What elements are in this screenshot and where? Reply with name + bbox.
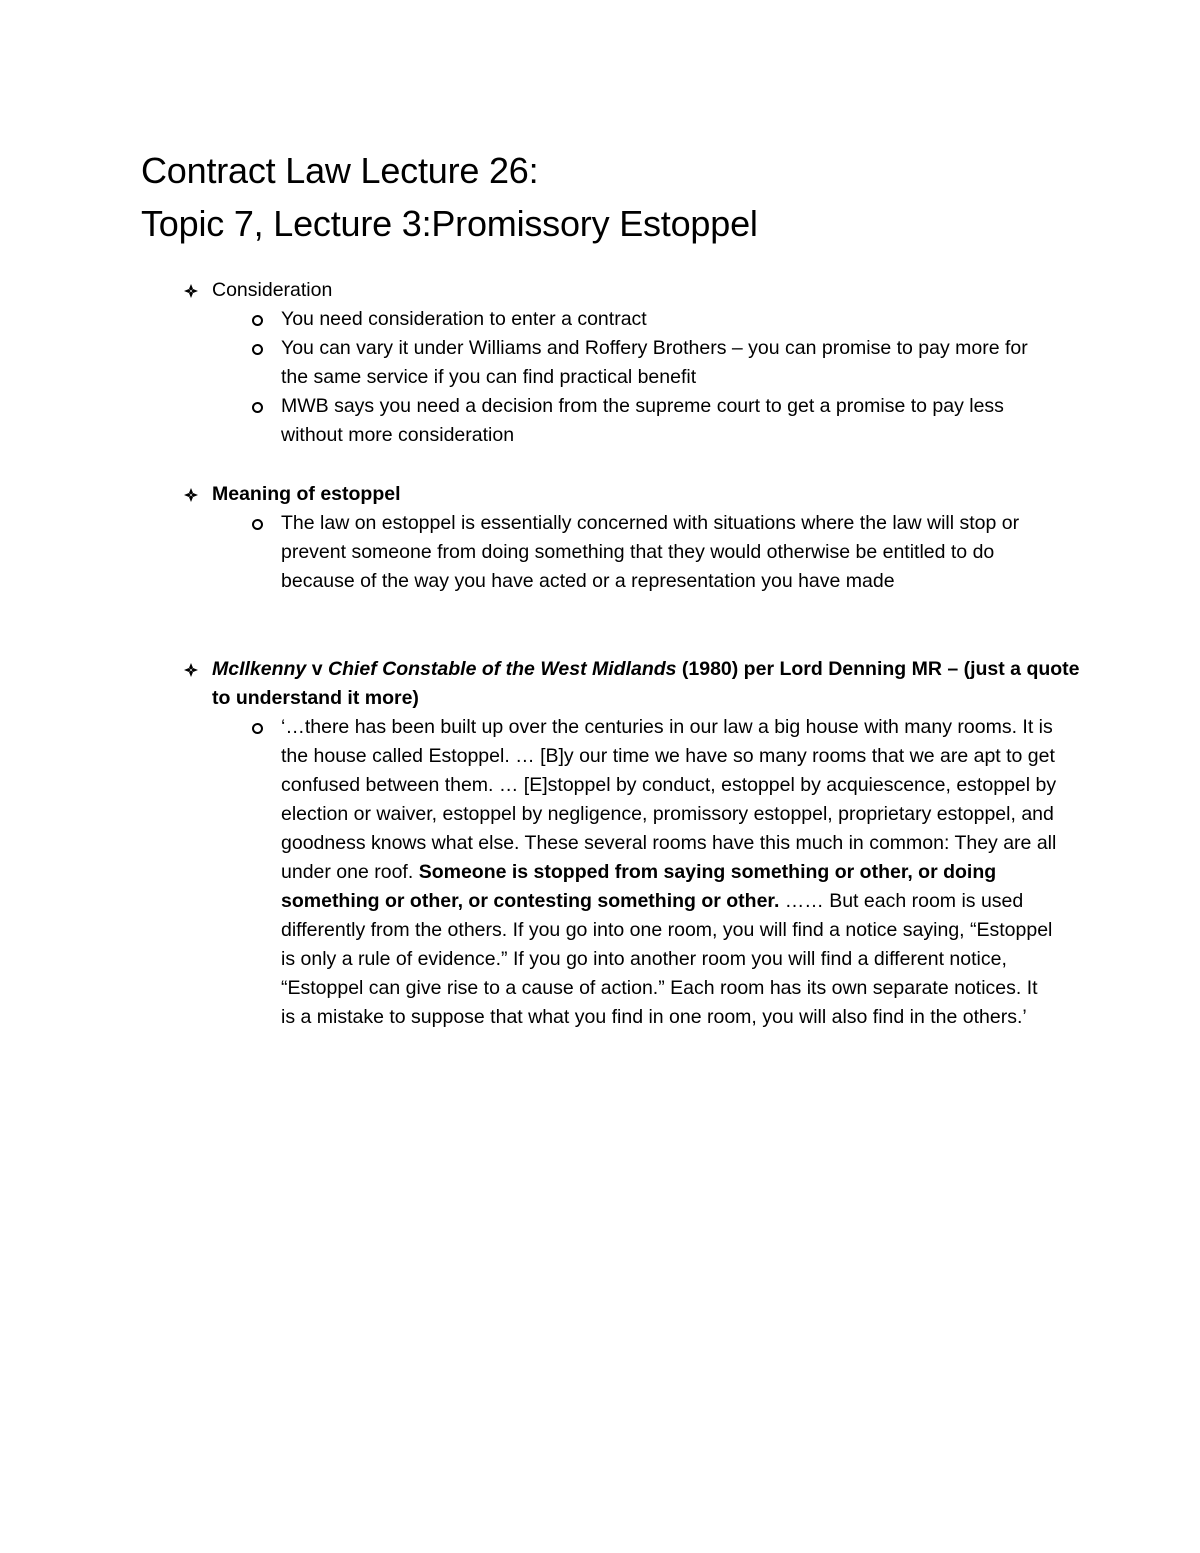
section-mcilkenny-quote <box>180 655 1080 1032</box>
list-item-text: MWB says you need a decision from the supreme court to get a promise to pay less without more consideration <box>281 395 1004 446</box>
list-item-quote <box>180 713 1057 1032</box>
case-citation: (1980) per Lord Denning MR – (just a quote to understand it more) <box>212 658 1080 709</box>
sub-list <box>180 305 1080 450</box>
section-heading <box>180 655 1080 713</box>
section-consideration <box>180 276 1080 450</box>
list-item <box>180 509 1057 596</box>
list-item <box>180 334 1057 392</box>
circle-bullet-icon <box>252 402 263 413</box>
quote-text-part-2: …… But each room is used differently from the others. If you go into one room, you will find a notice saying, “Estoppel is only a rule of evidence.” If you go into another room you will find a different notice, “Estoppel can give rise to a cause of action.” Each room has its own separate notices. It is a mistake to suppose that what you find in one room, you will also find in the others.’ <box>281 890 1053 1028</box>
list-item <box>180 305 1057 334</box>
circle-bullet-icon <box>252 723 263 734</box>
section-heading-text: Consideration <box>212 279 333 301</box>
diamond-bullet-icon <box>180 655 202 684</box>
case-name-defendant: Chief Constable of the West Midlands <box>327 658 677 680</box>
diamond-bullet-icon <box>180 480 202 509</box>
sub-list <box>180 509 1080 596</box>
list-item-text: You need consideration to enter a contract <box>281 308 647 330</box>
section-heading <box>180 276 1080 305</box>
quote-text-part-1: ‘…there has been built up over the centuries in our law a big house with many rooms. It is the house called Estoppel. … [B]y our time we have so many rooms that we are apt to get confused between them. … [E]stoppel by conduct, estoppel by acquiescence, estoppel by election or waiver, estoppel by negligence, promissory estoppel, proprietary estoppel, and goodness knows what else. These several rooms have this much in common: They are all under one roof. <box>281 716 1057 883</box>
circle-bullet-icon <box>252 344 263 355</box>
case-name-claimant: McIlkenny <box>212 658 307 680</box>
list-item-text: The law on estoppel is essentially concerned with situations where the law will stop or prevent someone from doing something that they would otherwise be entitled to do because of the way you have acted or a representation you have made <box>281 512 1020 592</box>
document-title-line-1: Contract Law Lecture 26: <box>141 150 539 191</box>
section-heading-text: Meaning of estoppel <box>212 483 401 505</box>
list-item-text: You can vary it under Williams and Roffery Brothers – you can promise to pay more for the same service if you can find practical benefit <box>281 337 1028 388</box>
circle-bullet-icon <box>252 315 263 326</box>
circle-bullet-icon <box>252 519 263 530</box>
quote-text-bold: Someone is stopped from saying something or other, or doing something or other, or contesting something or other. <box>281 861 997 912</box>
sub-list <box>180 713 1080 1032</box>
diamond-bullet-icon <box>180 276 202 305</box>
section-meaning-of-estoppel <box>180 480 1080 596</box>
document-title-line-2: Topic 7, Lecture 3:Promissory Estoppel <box>141 203 758 244</box>
section-heading <box>180 480 1080 509</box>
list-item <box>180 392 1057 450</box>
case-versus: v <box>306 658 328 680</box>
